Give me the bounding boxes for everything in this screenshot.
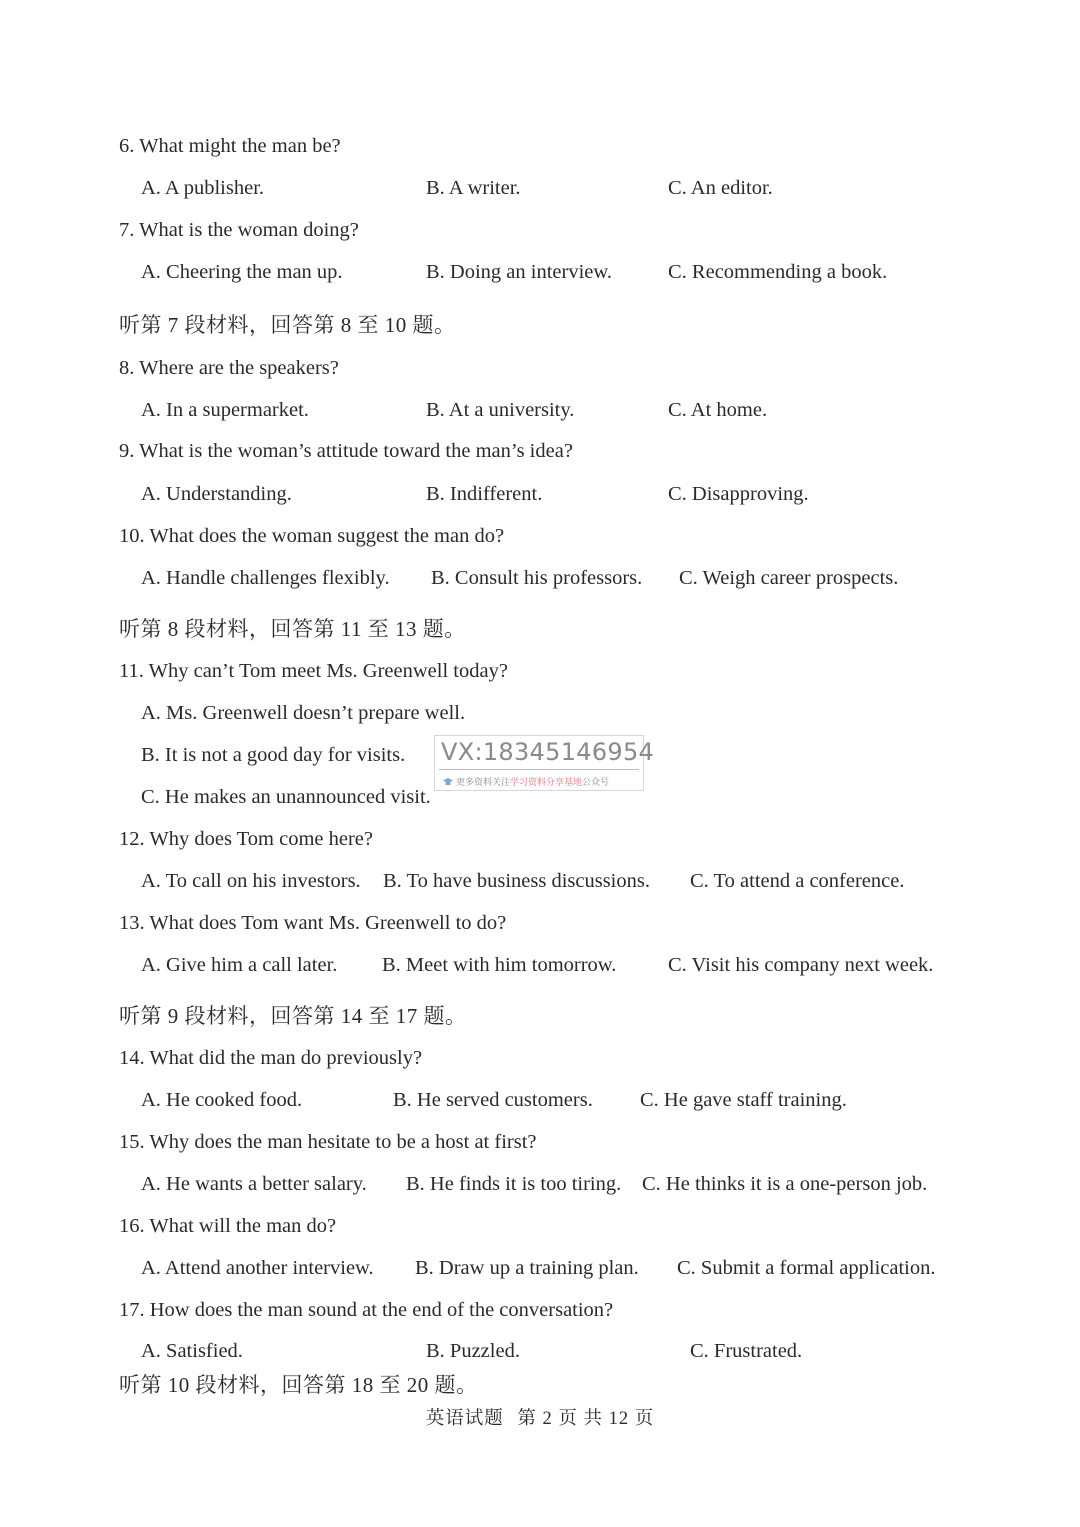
watermark-sub-highlight: 学习资料分享基地 [510,778,583,788]
footer-subject: 英语试题 [425,1409,504,1429]
option-13a: A. Give him a call later. [141,954,338,976]
option-17a: A. Satisfied. [141,1340,243,1362]
section-heading-10: 听第 10 段材料，回答第 18 至 20 题。 [119,1373,478,1397]
question-6: 6. What might the man be? [119,135,341,157]
option-10b: B. Consult his professors. [431,567,643,589]
option-12b: B. To have business discussions. [383,870,650,892]
question-12: 12. Why does Tom come here? [119,828,373,850]
question-7: 7. What is the woman doing? [119,219,359,241]
watermark-sub-suffix: 公众号 [582,778,610,788]
option-8b: B. At a university. [426,399,575,421]
section-heading-9: 听第 9 段材料，回答第 14 至 17 题。 [119,1004,467,1028]
option-10c: C. Weigh career prospects. [679,567,899,589]
option-14a: A. He cooked food. [141,1089,303,1111]
question-17: 17. How does the man sound at the end of the conversation? [119,1299,614,1321]
question-16: 16. What will the man do? [119,1215,337,1237]
option-7a: A. Cheering the man up. [141,261,343,283]
watermark-divider [439,769,639,770]
question-13: 13. What does Tom want Ms. Greenwell to do? [119,912,507,934]
graduation-cap-icon [443,778,453,786]
option-13c: C. Visit his company next week. [668,954,934,976]
section-heading-8: 听第 8 段材料，回答第 11 至 13 题。 [119,617,466,641]
option-14b: B. He served customers. [393,1089,593,1111]
question-11: 11. Why can’t Tom meet Ms. Greenwell today? [119,660,508,682]
option-17c: C. Frustrated. [690,1340,803,1362]
option-9a: A. Understanding. [141,483,292,505]
question-8: 8. Where are the speakers? [119,357,339,379]
option-9b: B. Indifferent. [426,483,543,505]
watermark-contact: VX:18345146954 [441,738,655,766]
option-11a: A. Ms. Greenwell doesn’t prepare well. [141,702,466,724]
option-16a: A. Attend another interview. [141,1257,374,1279]
option-12a: A. To call on his investors. [141,870,361,892]
option-6c: C. An editor. [668,177,773,199]
option-15a: A. He wants a better salary. [141,1173,367,1195]
option-17b: B. Puzzled. [426,1340,520,1362]
watermark-sub-prefix: 更多资料关注 [456,778,511,788]
option-6b: B. A writer. [426,177,521,199]
question-15: 15. Why does the man hesitate to be a host at first? [119,1131,537,1153]
option-13b: B. Meet with him tomorrow. [382,954,617,976]
option-11b: B. It is not a good day for visits. [141,744,406,766]
option-9c: C. Disapproving. [668,483,809,505]
question-10: 10. What does the woman suggest the man do? [119,525,505,547]
option-12c: C. To attend a conference. [690,870,905,892]
question-9: 9. What is the woman’s attitude toward the man’s idea? [119,440,573,462]
option-10a: A. Handle challenges flexibly. [141,567,390,589]
option-14c: C. He gave staff training. [640,1089,847,1111]
option-15b: B. He finds it is too tiring. [406,1173,622,1195]
option-6a: A. A publisher. [141,177,265,199]
option-7c: C. Recommending a book. [668,261,888,283]
option-8a: A. In a supermarket. [141,399,309,421]
watermark-stamp [434,735,655,791]
option-15c: C. He thinks it is a one-person job. [642,1173,928,1195]
watermark-caption [443,775,609,788]
question-14: 14. What did the man do previously? [119,1047,423,1069]
footer-page-number: 第 2 页 共 12 页 [517,1409,655,1429]
option-7b: B. Doing an interview. [426,261,612,283]
option-11c: C. He makes an unannounced visit. [141,786,431,808]
option-16c: C. Submit a formal application. [677,1257,936,1279]
option-16b: B. Draw up a training plan. [415,1257,639,1279]
section-heading-7: 听第 7 段材料，回答第 8 至 10 题。 [119,313,456,337]
page-footer [0,1404,1080,1430]
option-8c: C. At home. [668,399,768,421]
